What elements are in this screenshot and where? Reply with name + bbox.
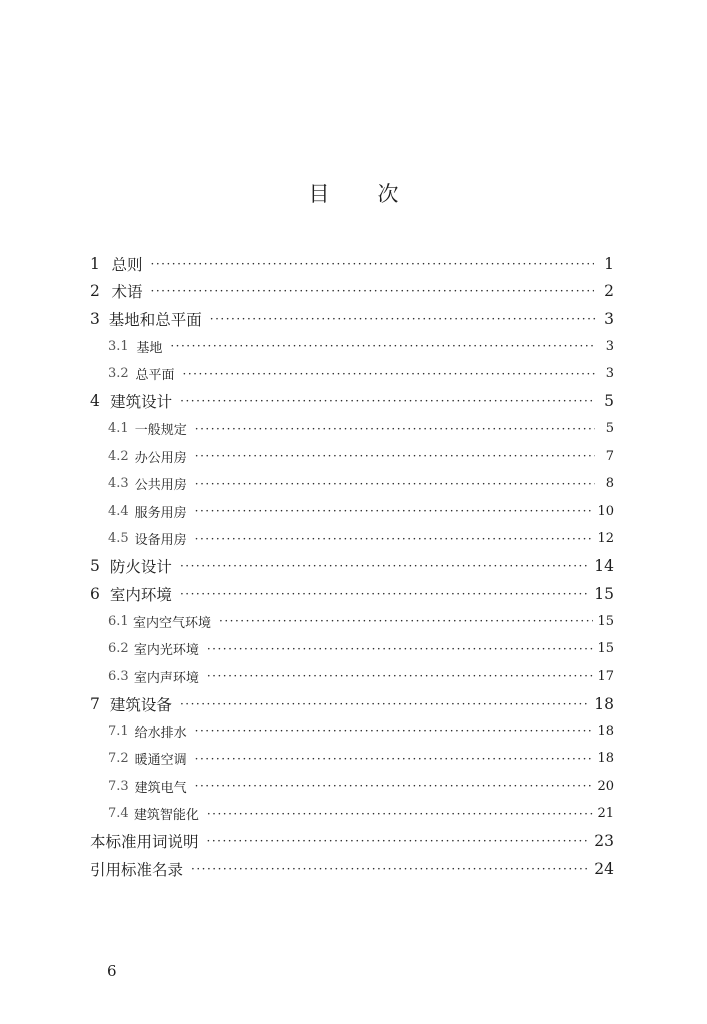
toc-entry-label: 建筑设备	[109, 695, 172, 714]
toc-entry-number: 1	[90, 254, 100, 273]
toc-entry[interactable]	[90, 663, 614, 691]
toc-entry[interactable]	[90, 690, 614, 718]
toc-leader-dots	[180, 586, 590, 602]
toc-entry-label: 室内空气环境	[133, 615, 212, 631]
toc-leader-dots	[195, 778, 594, 794]
toc-entry-label: 给水排水	[134, 725, 187, 741]
toc-leader-dots	[191, 861, 590, 877]
toc-entry-label: 基地	[136, 340, 163, 356]
toc-entry-number: 7.1	[108, 723, 129, 739]
toc-entry-page: 21	[597, 806, 614, 822]
toc-entry-label: 暖通空调	[134, 753, 187, 769]
toc-leader-dots	[151, 283, 594, 299]
toc-entry-number: 4.3	[108, 476, 129, 492]
toc-entry[interactable]	[90, 443, 614, 471]
toc-entry-page: 3	[604, 309, 614, 328]
toc-entry-label: 室内声环境	[133, 670, 199, 686]
toc-entry[interactable]	[90, 553, 614, 581]
toc-entry-label: 服务用房	[134, 505, 187, 521]
toc-entry-page: 1	[604, 254, 614, 273]
toc-entry-label: 室内环境	[109, 585, 172, 604]
toc-entry-page: 12	[597, 531, 614, 547]
toc-leader-dots	[180, 393, 595, 409]
toc-entry-page: 3	[605, 366, 614, 382]
toc-leader-dots	[207, 833, 591, 849]
toc-entry[interactable]	[90, 415, 614, 443]
toc-entry-page: 23	[594, 832, 614, 851]
toc-entry-number: 4.1	[108, 421, 129, 437]
toc-entry-page: 15	[597, 613, 614, 629]
toc-entry-number: 3.2	[108, 366, 129, 382]
toc-entry-label: 术语	[111, 283, 143, 302]
toc-entry[interactable]	[90, 250, 614, 278]
toc-entry-page: 20	[597, 778, 614, 794]
toc-leader-dots	[180, 696, 590, 712]
toc-leader-dots	[183, 366, 595, 382]
toc-entry-page: 18	[594, 694, 614, 713]
toc-entry[interactable]	[90, 278, 614, 306]
toc-entry-label: 总则	[111, 255, 143, 274]
page-number: 6	[107, 962, 117, 980]
toc-entry-number: 7	[90, 694, 100, 713]
toc-entry[interactable]	[90, 525, 614, 553]
toc-entry[interactable]	[90, 608, 614, 636]
toc-entry[interactable]	[90, 333, 614, 361]
toc-entry-number: 7.3	[108, 778, 129, 794]
toc-leader-dots	[195, 531, 594, 547]
toc-leader-dots	[195, 476, 596, 492]
toc-entry[interactable]	[90, 635, 614, 663]
table-of-contents	[90, 250, 614, 883]
toc-leader-dots	[195, 503, 594, 519]
toc-leader-dots	[207, 668, 594, 684]
toc-entry-page: 14	[594, 557, 614, 576]
toc-leader-dots	[195, 723, 594, 739]
toc-entry-page: 5	[604, 392, 614, 411]
toc-entry-number: 4.4	[108, 503, 129, 519]
toc-entry-page: 15	[597, 641, 614, 657]
toc-entry-number: 6.2	[108, 641, 129, 657]
toc-entry[interactable]	[90, 745, 614, 773]
toc-entry-label: 一般规定	[134, 423, 187, 439]
toc-entry-page: 24	[594, 859, 614, 878]
toc-entry-label: 防火设计	[109, 558, 172, 577]
toc-entry-number: 5	[90, 557, 100, 576]
toc-entry-number: 4.2	[108, 448, 129, 464]
toc-entry[interactable]	[90, 498, 614, 526]
toc-leader-dots	[195, 448, 596, 464]
toc-entry-number: 2	[90, 282, 100, 301]
toc-entry-number: 4.5	[108, 531, 129, 547]
toc-entry-label: 建筑智能化	[133, 808, 199, 824]
toc-leader-dots	[210, 311, 596, 327]
toc-entry-label: 建筑设计	[110, 393, 173, 412]
toc-entry-label: 本标准用词说明	[90, 833, 199, 852]
toc-entry[interactable]	[90, 470, 614, 498]
toc-entry-page: 7	[605, 448, 614, 464]
toc-entry-label: 设备用房	[134, 533, 187, 549]
toc-entry-number: 3.1	[108, 338, 129, 354]
toc-entry[interactable]	[90, 360, 614, 388]
toc-leader-dots	[219, 613, 593, 629]
toc-entry-number: 6.1	[108, 613, 129, 629]
toc-entry[interactable]	[90, 773, 614, 801]
toc-entry-number: 4	[90, 392, 100, 411]
toc-entry[interactable]	[90, 855, 614, 883]
toc-leader-dots	[207, 641, 594, 657]
toc-heading-char-2: 次	[377, 182, 399, 206]
toc-entry-page: 15	[594, 584, 614, 603]
toc-entry-label: 总平面	[135, 368, 175, 384]
toc-entry-label: 办公用房	[134, 450, 187, 466]
toc-entry[interactable]	[90, 800, 614, 828]
toc-leader-dots	[180, 558, 590, 574]
toc-entry-number: 7.4	[108, 806, 129, 822]
toc-entry[interactable]	[90, 828, 614, 856]
toc-entry-page: 17	[597, 668, 614, 684]
toc-entry-page: 2	[604, 282, 614, 301]
toc-entry[interactable]	[90, 718, 614, 746]
toc-entry-label: 建筑电气	[134, 780, 187, 796]
toc-entry-label: 室内光环境	[133, 643, 199, 659]
toc-heading-char-1: 目	[308, 182, 330, 206]
toc-entry-page: 3	[605, 338, 615, 354]
toc-leader-dots	[207, 806, 594, 822]
toc-entry-number: 6	[90, 584, 100, 603]
toc-entry[interactable]	[90, 388, 614, 416]
toc-entry-number: 7.2	[108, 751, 129, 767]
toc-leader-dots	[195, 421, 596, 437]
toc-entry-page: 10	[597, 503, 614, 519]
toc-entry[interactable]	[90, 305, 614, 333]
toc-entry-page: 18	[597, 723, 614, 739]
toc-entry-number: 3	[90, 309, 100, 328]
toc-entry[interactable]	[90, 580, 614, 608]
toc-leader-dots	[195, 751, 594, 767]
toc-entry-label: 引用标准名录	[90, 860, 184, 879]
toc-entry-page: 18	[597, 751, 614, 767]
toc-leader-dots	[170, 338, 594, 354]
toc-entry-label: 基地和总平面	[108, 310, 202, 329]
toc-leader-dots	[151, 256, 594, 272]
toc-heading	[0, 178, 707, 208]
toc-entry-page: 5	[605, 421, 614, 437]
toc-entry-label: 公共用房	[134, 478, 187, 494]
toc-entry-number: 6.3	[108, 668, 129, 684]
toc-entry-page: 8	[605, 476, 614, 492]
